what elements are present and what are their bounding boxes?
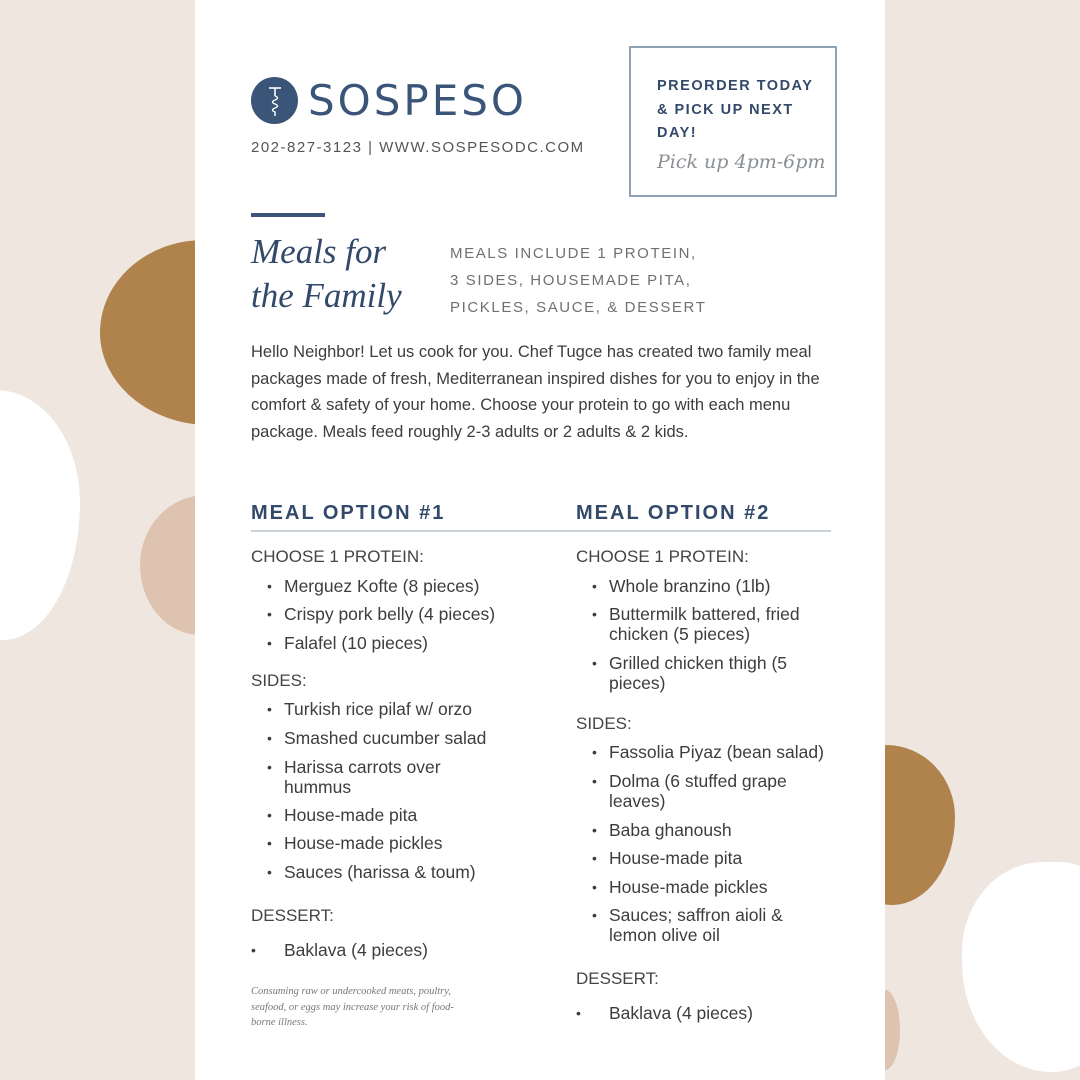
- page-title: Meals for the Family: [251, 232, 402, 315]
- decorative-blob-white: [962, 862, 1080, 1072]
- protein-label: CHOOSE 1 PROTEIN:: [576, 547, 749, 566]
- list-item: • Whole branzino (1lb): [592, 576, 771, 596]
- preorder-title: PREORDER TODAY & PICK UP NEXT DAY!: [657, 78, 814, 141]
- brand-name: SOSPESO: [308, 76, 527, 125]
- list-item: • Harissa carrots over hummus: [267, 757, 441, 797]
- brand-logo: [251, 76, 527, 125]
- divider: [251, 530, 831, 532]
- list-item: • Buttermilk battered, fried chicken (5 pieces): [592, 604, 800, 644]
- list-item: • Dolma (6 stuffed grape leaves): [592, 771, 787, 811]
- list-item: • Crispy pork belly (4 pieces): [267, 604, 496, 624]
- meal-includes: MEALS INCLUDE 1 PROTEIN, 3 SIDES, HOUSEMADE PITA, PICKLES, SAUCE, & DESSERT: [450, 245, 707, 316]
- option-1-title: MEAL OPTION #1: [251, 502, 446, 524]
- pickup-time: Pick up 4pm-6pm: [657, 151, 826, 173]
- food-safety-disclaimer: Consuming raw or undercooked meats, poultry, seafood, or eggs may increase your risk of food-borne illness.: [251, 986, 454, 1028]
- list-item: • Fassolia Piyaz (bean salad): [592, 742, 824, 762]
- list-item: • House-made pickles: [267, 833, 443, 853]
- preorder-box: [629, 46, 837, 197]
- list-item: • Falafel (10 pieces): [267, 633, 428, 653]
- list-item: • Sauces; saffron aioli & lemon olive oil: [592, 905, 783, 945]
- list-item: • Baklava (4 pieces): [251, 940, 428, 960]
- list-item: • House-made pita: [592, 848, 743, 868]
- list-item: • Turkish rice pilaf w/ orzo: [267, 699, 473, 719]
- list-item: • House-made pickles: [592, 877, 768, 897]
- sides-label: SIDES:: [576, 714, 632, 733]
- list-item: • Sauces (harissa & toum): [267, 862, 476, 882]
- list-item: • Smashed cucumber salad: [267, 728, 487, 748]
- sides-label: SIDES:: [251, 671, 307, 690]
- menu-flyer: [195, 0, 885, 1080]
- intro-text: Hello Neighbor! Let us cook for you. Chef Tugce has created two family meal packages made of fresh, Mediterranean inspired dishes for you to enjoy in the comfort & safety of your home. Choose your protein to go with each menu package. Meals feed roughly 2-3 adults or 2 adults & 2 kids.: [251, 343, 820, 441]
- divider: [251, 213, 325, 217]
- list-item: • Baba ghanoush: [592, 820, 732, 840]
- decorative-blob-white: [0, 390, 80, 640]
- list-item: • Merguez Kofte (8 pieces): [267, 576, 480, 596]
- list-item: • House-made pita: [267, 805, 418, 825]
- contact-info: 202-827-3123 | WWW.SOSPESODC.COM: [251, 139, 585, 156]
- dessert-label: DESSERT:: [251, 906, 334, 925]
- option-2-title: MEAL OPTION #2: [576, 502, 771, 524]
- corkscrew-icon: [251, 77, 298, 124]
- dessert-label: DESSERT:: [576, 969, 659, 988]
- list-item: • Grilled chicken thigh (5 pieces): [592, 653, 787, 693]
- protein-label: CHOOSE 1 PROTEIN:: [251, 547, 424, 566]
- list-item: • Baklava (4 pieces): [576, 1003, 753, 1023]
